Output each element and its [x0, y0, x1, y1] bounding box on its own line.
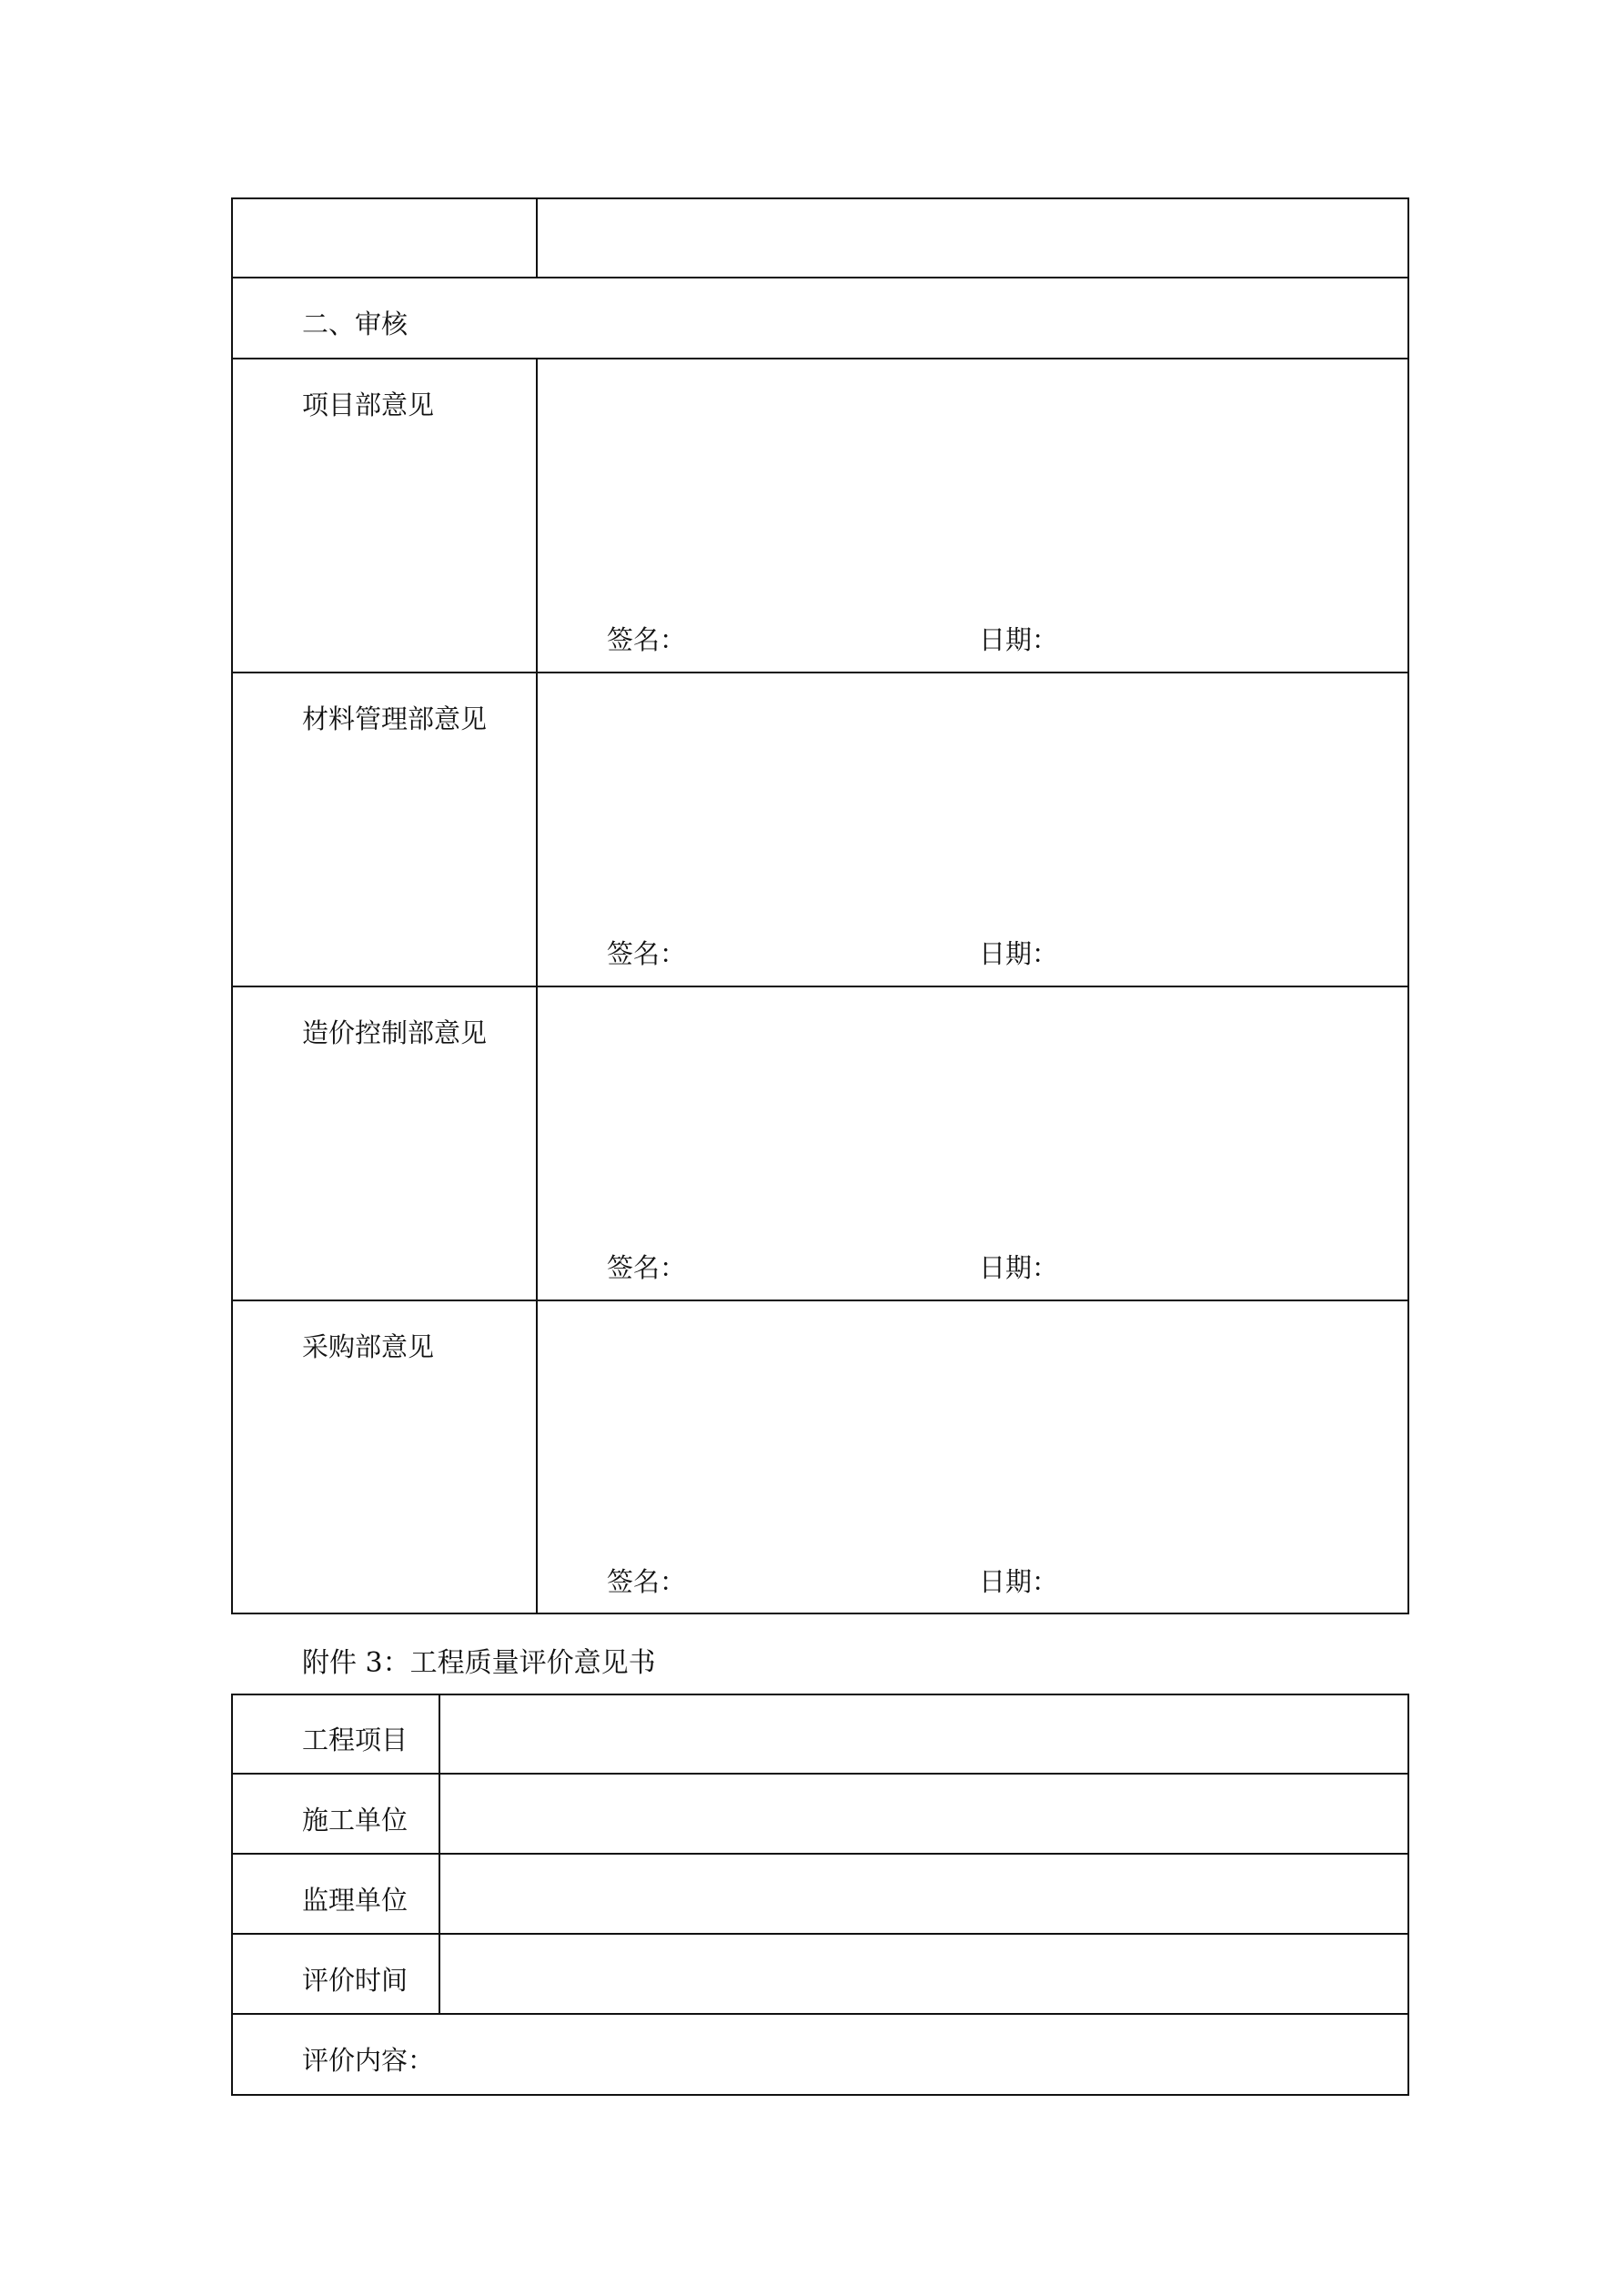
row-value-contractor[interactable] — [440, 1775, 1407, 1853]
signature-label: 签名： — [607, 1566, 687, 1597]
opinion-input-cost[interactable] — [538, 987, 1407, 1233]
opinion-input-project[interactable] — [538, 359, 1407, 605]
section-title: 二、审核 — [302, 308, 409, 339]
row-value-evaluation-time[interactable] — [440, 1935, 1407, 2013]
top-row-right-cell[interactable] — [538, 199, 1407, 277]
row-divider — [231, 2013, 1409, 2015]
opinion-label-cost: 造价控制部意见 — [302, 1017, 488, 1048]
row-label-evaluation-time: 评价时间 — [302, 1965, 409, 1996]
date-label: 日期： — [979, 938, 1059, 969]
row-value-project[interactable] — [440, 1695, 1407, 1773]
signature-label: 签名： — [607, 938, 687, 969]
date-label: 日期： — [979, 624, 1059, 655]
date-label: 日期： — [979, 1252, 1059, 1283]
row-value-supervisor[interactable] — [440, 1855, 1407, 1933]
opinion-label-material: 材料管理部意见 — [302, 703, 488, 734]
top-row-left-cell[interactable] — [233, 199, 536, 277]
opinion-input-procurement[interactable] — [538, 1301, 1407, 1547]
attachment-caption: 附件 3：工程质量评价意见书 — [302, 1647, 656, 1679]
row-label-project: 工程项目 — [302, 1725, 409, 1755]
opinion-label-project: 项目部意见 — [302, 389, 435, 420]
evaluation-content-label: 评价内容： — [302, 2045, 435, 2076]
row-label-supervisor: 监理单位 — [302, 1885, 409, 1916]
row-divider — [231, 277, 1409, 278]
date-label: 日期： — [979, 1566, 1059, 1597]
signature-label: 签名： — [607, 1252, 687, 1283]
opinion-input-material[interactable] — [538, 673, 1407, 919]
opinion-label-procurement: 采购部意见 — [302, 1331, 435, 1362]
signature-label: 签名： — [607, 624, 687, 655]
row-label-contractor: 施工单位 — [302, 1805, 409, 1836]
